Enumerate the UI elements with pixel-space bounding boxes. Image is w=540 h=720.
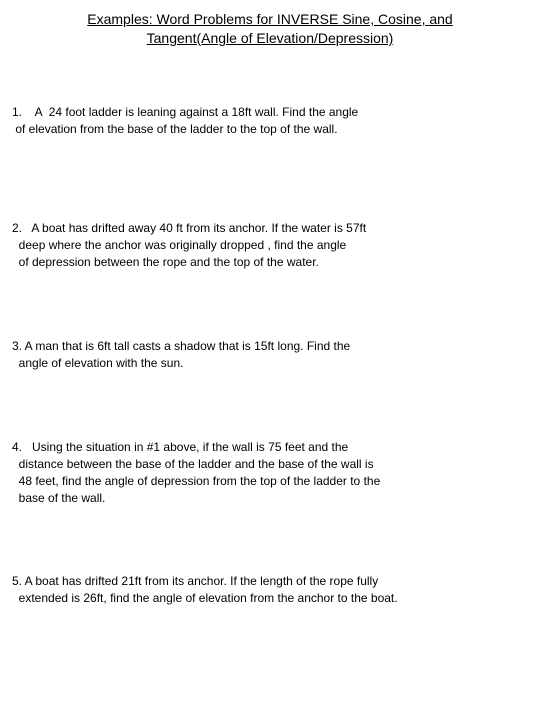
problem-3-line-1: 3. A man that is 6ft tall casts a shadow that is 15ft long. Find the bbox=[12, 339, 351, 353]
problem-2-line-2: deep where the anchor was originally dropped , find the angle bbox=[12, 238, 347, 252]
problem-2-line-3: of depression between the rope and the top of the water. bbox=[12, 255, 319, 269]
title-line-1: Examples: Word Problems for INVERSE Sine, Cosine, and bbox=[87, 11, 453, 27]
problem-4-line-4: base of the wall. bbox=[12, 491, 106, 505]
problem-1 bbox=[12, 104, 527, 138]
problem-2 bbox=[12, 220, 527, 271]
problem-4-line-3: 48 feet, find the angle of depression from the top of the ladder to the bbox=[12, 474, 381, 488]
problem-5-line-1: 5. A boat has drifted 21ft from its anchor. If the length of the rope fully bbox=[12, 574, 379, 588]
page-title bbox=[0, 10, 540, 48]
problem-2-line-1: 2. A boat has drifted away 40 ft from its anchor. If the water is 57ft bbox=[12, 221, 367, 235]
problem-5-line-2: extended is 26ft, find the angle of elevation from the anchor to the boat. bbox=[12, 591, 398, 605]
problem-4 bbox=[12, 439, 527, 507]
problem-3 bbox=[12, 338, 527, 372]
problem-3-line-2: angle of elevation with the sun. bbox=[12, 356, 184, 370]
problem-1-line-1: 1. A 24 foot ladder is leaning against a 18ft wall. Find the angle bbox=[12, 105, 359, 119]
problem-4-line-2: distance between the base of the ladder and the base of the wall is bbox=[12, 457, 374, 471]
problem-4-line-1: 4. Using the situation in #1 above, if the wall is 75 feet and the bbox=[12, 440, 349, 454]
title-line-2: Tangent(Angle of Elevation/Depression) bbox=[146, 30, 394, 46]
problem-1-line-2: of elevation from the base of the ladder to the top of the wall. bbox=[12, 122, 338, 136]
problem-5 bbox=[12, 573, 527, 607]
